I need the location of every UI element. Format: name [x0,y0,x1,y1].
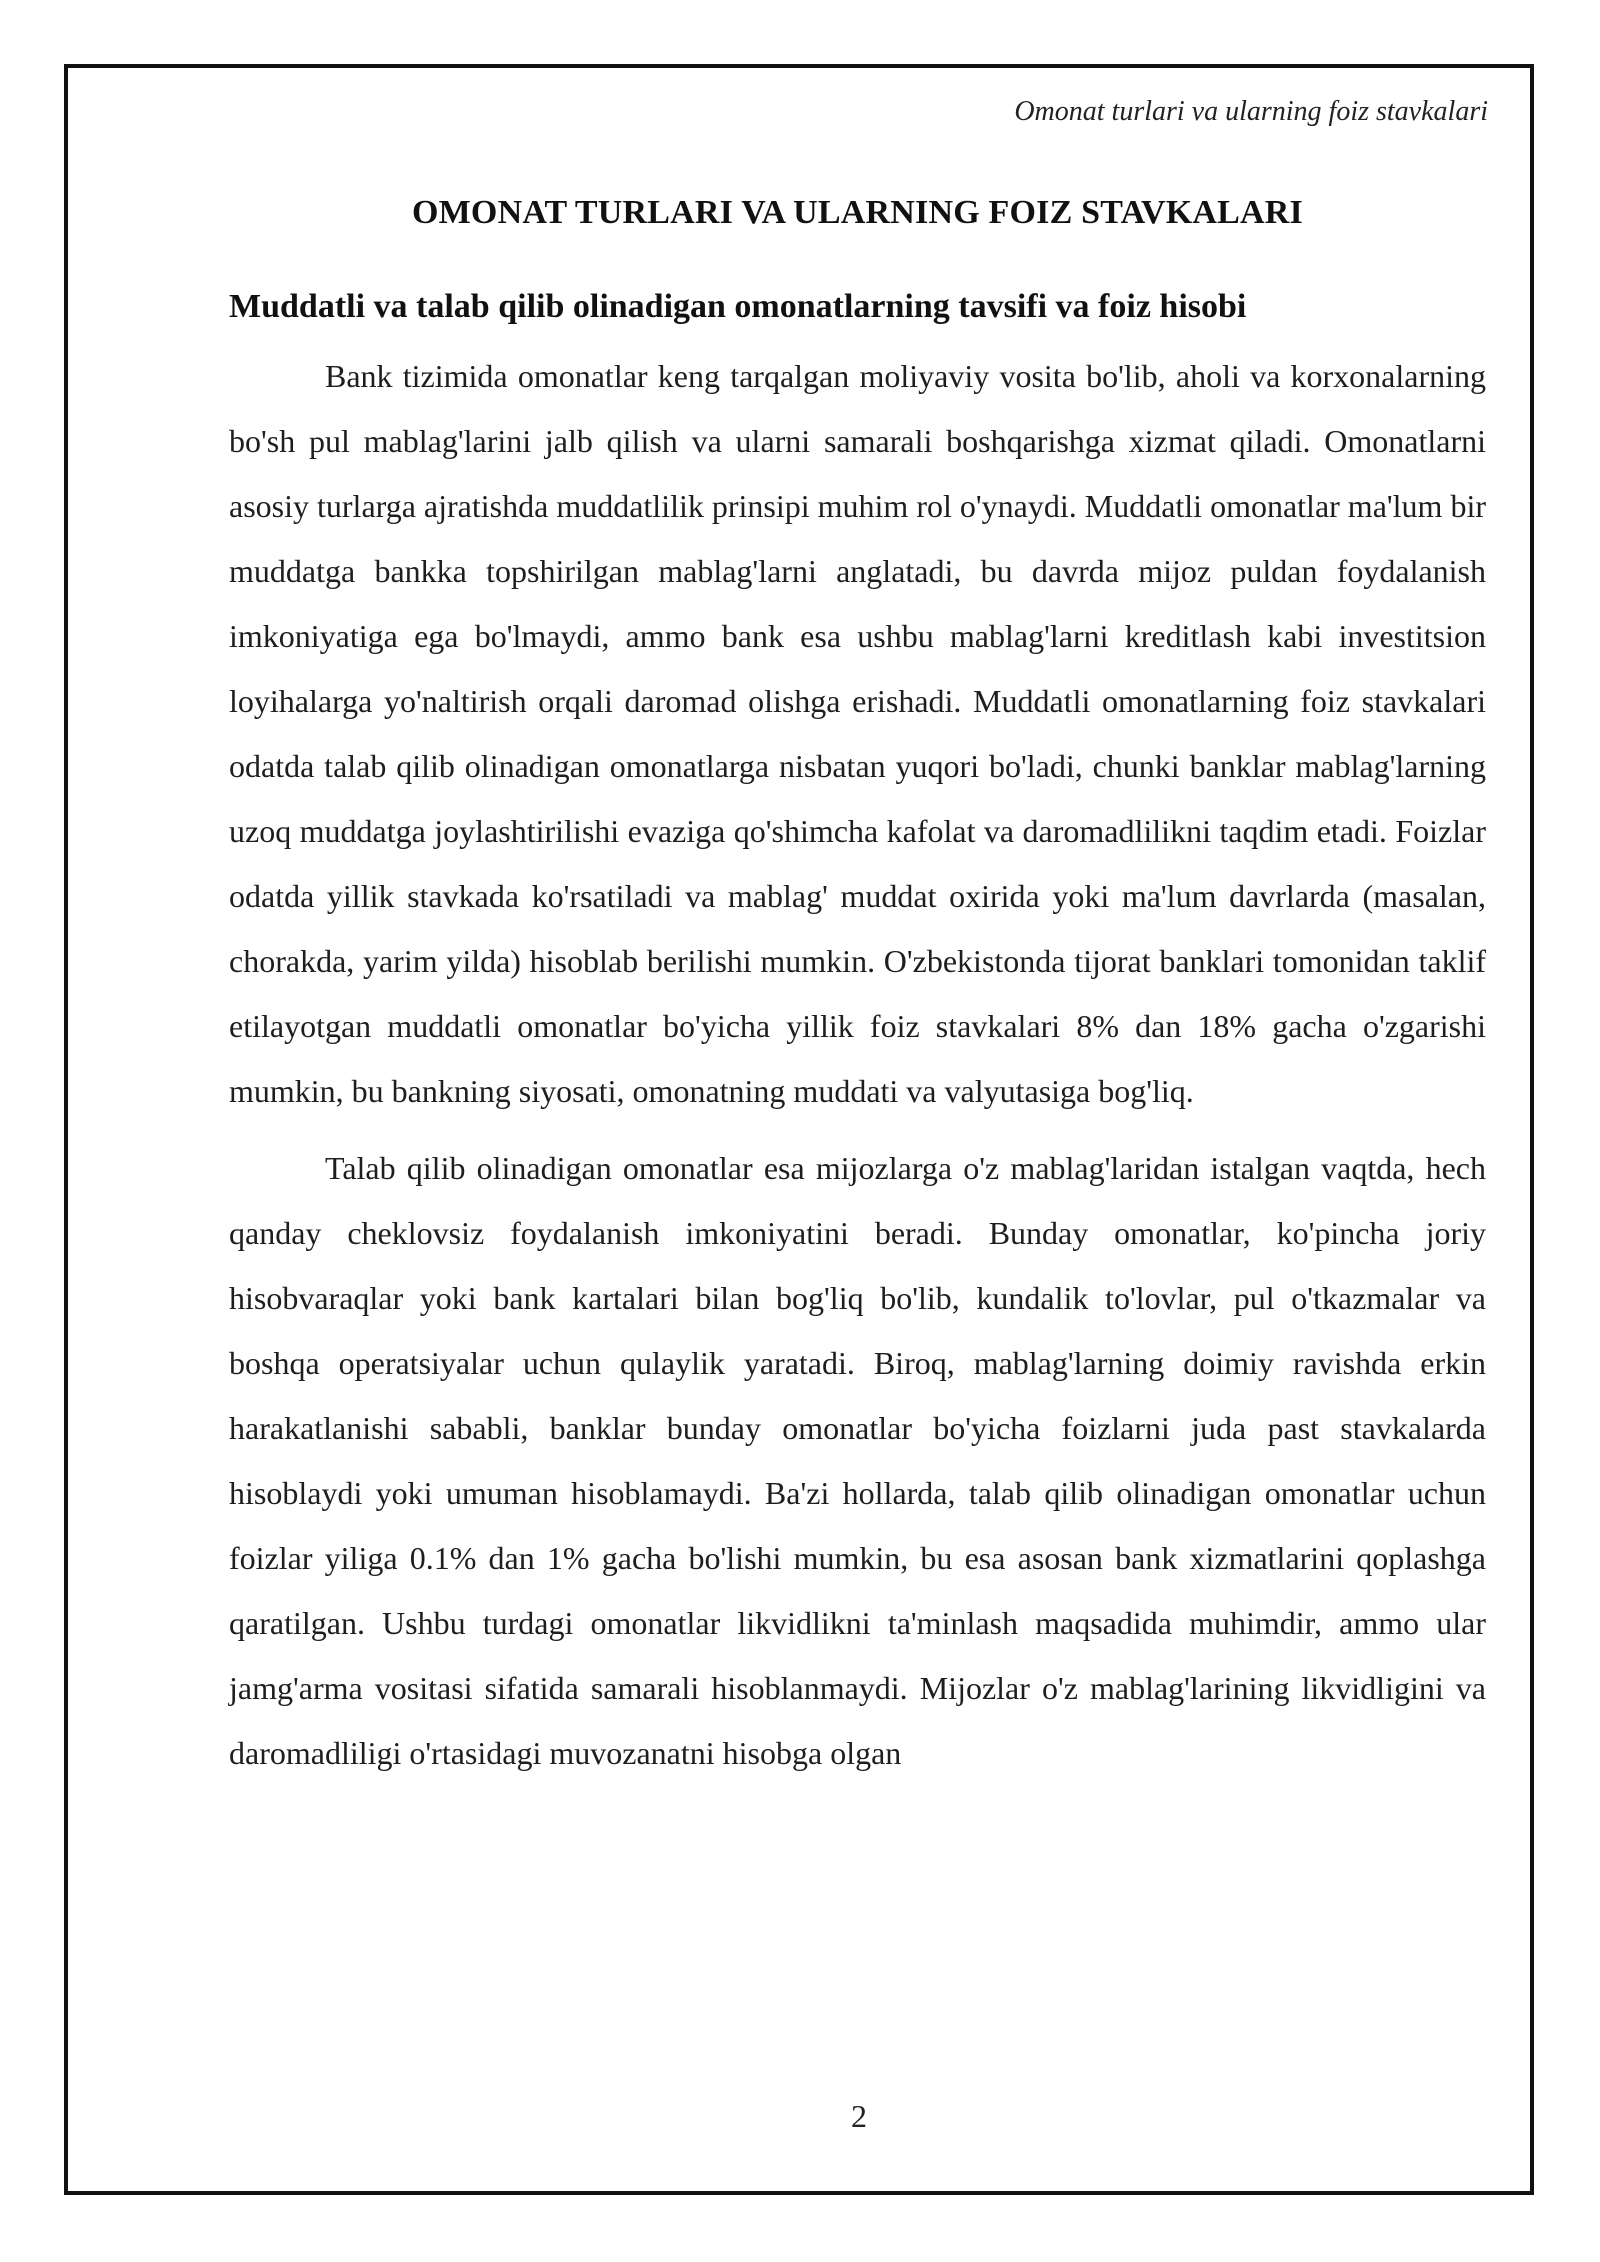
document-title: OMONAT TURLARI VA ULARNING FOIZ STAVKALARI [411,194,1303,231]
paragraph-term-deposits: Bank tizimida omonatlar keng tarqalgan moliyaviy vosita bo'lib, aholi va korxonalarning bo'sh pul mablag'larini jalb qilish va ularni samarali boshqarishga xizmat qiladi. Omonatlarni asosiy turlarga ajratishda muddatlilik prinsipi muhim rol o'ynaydi. Muddatli omonatlar ma'lum bir muddatga bankka topshirilgan mablag'larni anglatadi, bu davrda mijoz puldan foydalanish imkoniyatiga ega bo'lmaydi, ammo bank esa ushbu mablag'larni kreditlash kabi investitsion loyihalarga yo'naltirish orqali daromad olishga erishadi. Muddatli omonatlarning foiz stavkalari odatda talab qilib olinadigan omonatlarga nisbatan yuqori bo'ladi, chunki banklar mablag'larning uzoq muddatga joylashtirilishi evaziga qo'shimcha kafolat va daromadlilikni taqdim etadi. Foizlar odatda yillik stavkada ko'rsatiladi va mablag' muddat oxirida yoki ma'lum davrlarda (masalan, chorakda, yarim yilda) hisoblab berilishi mumkin. O'zbekistonda tijorat banklari tomonidan taklif etilayotgan muddatli omonatlar bo'yicha yillik foiz stavkalari 8% dan 18% gacha o'zgarishi mumkin, bu bankning siyosati, omonatning muddati va valyutasiga bog'liq. [229,358,1486,1109]
section-heading: Muddatli va talab qilib olinadigan omonatlarning tavsifi va foiz hisobi [229,288,1247,325]
running-header: Omonat turlari va ularning foiz stavkalari [1014,96,1488,127]
paragraph-demand-deposits: Talab qilib olinadigan omonatlar esa mijozlarga o'z mablag'laridan istalgan vaqtda, hech qanday cheklovsiz foydalanish imkoniyatini beradi. Bunday omonatlar, ko'pincha joriy hisobvaraqlar yoki bank kartalari bilan bog'liq bo'lib, kundalik to'lovlar, pul o'tkazmalar va boshqa operatsiyalar uchun qulaylik yaratadi. Biroq, mablag'larning doimiy ravishda erkin harakatlanishi sababli, banklar bunday omonatlar bo'yicha foizlarni juda past stavkalarda hisoblaydi yoki umuman hisoblamaydi. Ba'zi hollarda, talab qilib olinadigan omonatlar uchun foizlar yiliga 0.1% dan 1% gacha bo'lishi mumkin, bu esa asosan bank xizmatlarini qoplashga qaratilgan. Ushbu turdagi omonatlar likvidlikni ta'minlash maqsadida muhimdir, ammo ular jamg'arma vositasi sifatida samarali hisoblanmaydi. Mijozlar o'z mablag'larining likvidligini va daromadliligi o'rtasidagi muvozanatni hisobga olgan [229,1150,1486,1771]
page-number: 2 [851,2098,867,2134]
document-body [229,188,1486,1786]
